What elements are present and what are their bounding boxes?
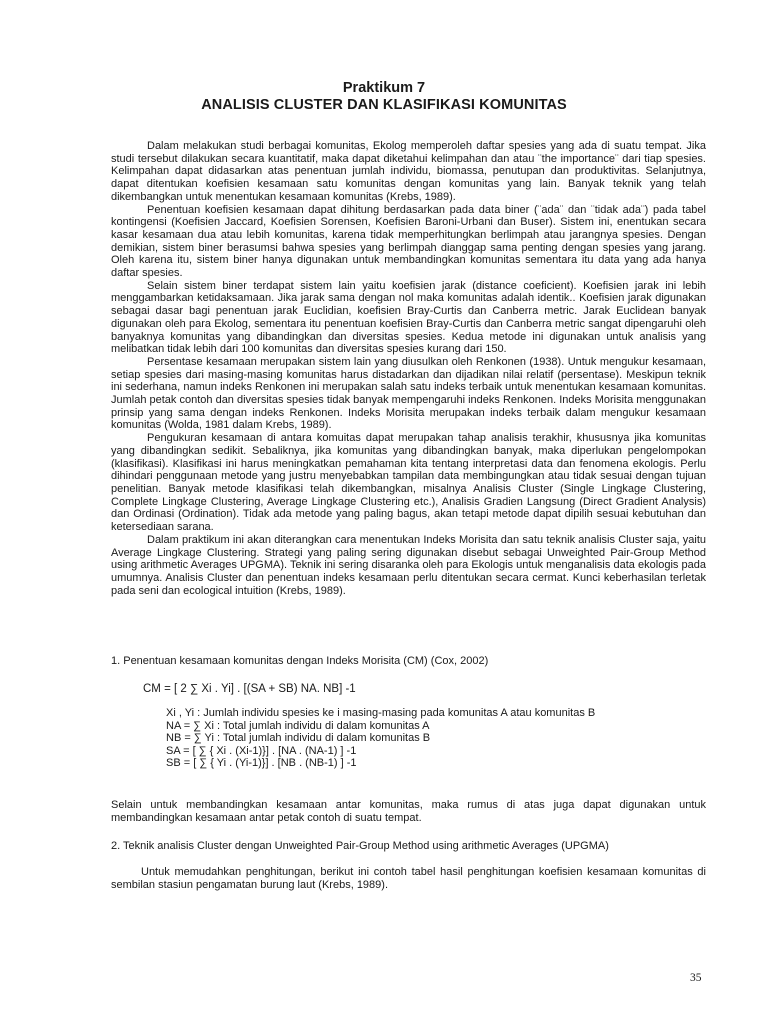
paragraph-2: Penentuan koefisien kesamaan dapat dihitung berdasarkan pada data biner (¨ada¨ dan ¨tidak ada¨) pada tabel kontingensi (Koefisien Jaccard, Koefisien Sorensen, Koefisien Baroni-Urbani dan Buser). Sistem ini, enentukan secara kasar kesamaan dua atau lebih komunitas, karena tidak memperhitungkan berlimpah atau jarangnya spesies. Dengan demikian, sistem biner berasumsi bahwa spesies yang berlimpah dianggap sama penting dengan spesies yang jarang. Oleh karena itu, sistem biner hanya digunakan untuk membandingkan komunitas sementara itu data yang ada hanya daftar spesies. (111, 203, 706, 280)
closing-paragraph: Untuk memudahkan penghitungan, berikut ini contoh tabel hasil penghitungan koefisien kesamaan komunitas di sembilan stasiun pengamatan burung laut (Krebs, 1989). (111, 866, 706, 891)
definition-sb: SB = [ ∑ { Yi . (Yi-1)}] . [NB . (NB-1) ] -1 (166, 757, 357, 770)
paragraph-4: Persentase kesamaan merupakan sistem lain yang diusulkan oleh Renkonen (1938). Untuk mengukur kesamaan, setiap spesies dari masing-masing komunitas harus distadarkan dan dijadikan nilai relatif (persentase). Meskipun teknik ini sederhana, namun indeks Renkonen ini merupakan salah satu indeks terbaik untuk menentukan kesamaan komunitas. Jumlah petak contoh dan diversitas spesies tidak banyak mempengaruhi indeks Renkonen. Indeks Morisita menggunakan prinsip yang sama dengan indeks Renkonen. Indeks Morisita merupakan indeks terbaik dalam mengukur kesamaan komunitas (Wolda, 1981 dalam Krebs, 1989). (111, 355, 706, 432)
definition-na: NA = ∑ Xi : Total jumlah individu di dalam komunitas A (166, 719, 430, 732)
definition-sa: SA = [ ∑ { Xi . (Xi-1)}] . [NA . (NA-1) ] -1 (166, 744, 357, 757)
paragraph-1: Dalam melakukan studi berbagai komunitas, Ekolog memperoleh daftar spesies yang ada di suatu tempat. Jika studi tersebut dilakukan secara kuantitatif, maka dapat diketahui kelimpahan dan atau ¨the importance¨ dari tiap spesies. Kelimpahan dapat didasarkan atas penentuan jumlah individu, biomassa, penutupan dan produktivitas. Selanjutnya, dapat ditentukan koefisien kesamaan satu komunitas dengan komunitas yang lain. Banyak teknik yang telah dikembangkan untuk menentukan kesamaan komunitas (Krebs, 1989). (111, 140, 706, 203)
morisita-formula: CM = [ 2 ∑ Xi . Yi] . [(SA + SB) NA. NB] -1 (143, 683, 356, 695)
definition-xy: Xi , Yi : Jumlah individu spesies ke i masing-masing pada komunitas A atau komunitas B (166, 707, 596, 719)
page-title: Praktikum 7 (342, 80, 426, 96)
page-number: 35 (690, 972, 702, 984)
page-subtitle: ANALISIS CLUSTER DAN KLASIFIKASI KOMUNITAS (201, 97, 567, 113)
paragraph-3: Selain sistem biner terdapat sistem lain yaitu koefisien jarak (distance coeficient). Koefisien jarak ini lebih menggambarkan ketidaksamaan. Jika jarak sama dengan nol maka komunitas adalah identik.. Koefisien jarak digunakan sebagai dasar bagi penentuan jarak Euclidian, koefisien Bray-Curtis dan Canberra metric. Jarak Euclidean banyak digunakan oleh para Ekolog, sementara itu penentuan koefisien Bray-Curtis dan Canberra metric sangat dipengaruhi oleh banyaknya komunitas yang dibandingkan dan diversitas spesies. Kedua metode ini digunakan untuk analisis yang melibatkan tidak lebih dari 100 komunitas dan diversitas spesies kurang dari 150. (111, 279, 706, 356)
section-2-heading: 2. Teknik analisis Cluster dengan Unweighted Pair-Group Method using arithmetic Averages (UPGMA) (111, 840, 609, 852)
body-text (111, 140, 706, 597)
paragraph-5: Pengukuran kesamaan di antara komuitas dapat merupakan tahap analisis terakhir, khususnya jika komunitas yang dibandingkan sedikit. Sebaliknya, jika komunitas yang dibandingkan banyak, maka diperlukan pengelompokan (klasifikasi). Klasifikasi ini harus meningkatkan pemahaman kita tentang interpretasi data dan fenomena ekologis. Perlu dihindari penggunaan metode yang justru menyebabkan tampilan data membingungkan atau tidak sesuai dengan tujuan penelitian. Banyak metode klasifikasi telah dikembangkan, misalnya Analisis Cluster (Single Lingkage Clustering, Complete Lingkage Clustering, Average Lingkage Clustering etc.), Analisis Gradien Langsung (Direct Gradient Analysis) dan Ordinasi (Ordination). Tidak ada metode yang paling bagus, akan tetapi metode dapat dipilih sesuai kebutuhan dan ketersediaan sarana. (111, 432, 706, 534)
section-1-heading: 1. Penentuan kesamaan komunitas dengan Indeks Morisita (CM) (Cox, 2002) (111, 655, 489, 667)
definition-nb: NB = ∑ Yi : Total jumlah individu di dalam komunitas B (166, 732, 431, 745)
formula-definitions (166, 707, 595, 770)
paragraph-6: Dalam praktikum ini akan diterangkan cara menentukan Indeks Morisita dan satu teknik analisis Cluster saja, yaitu Average Lingkage Clustering. Strategi yang paling sering digunakan disebut sebagai Unweighted Pair-Group Method using arithmetic Averages UPGMA). Teknik ini sering disaranka oleh para Ekologis untuk menganalisis data ekologis pada umumnya. Analisis Cluster dan penentuan indeks kesamaan perlu ditentukan secara cermat. Kunci keberhasilan terletak pada seni dan ecological intuition (Krebs, 1989). (111, 533, 706, 597)
formula-note: Selain untuk membandingkan kesamaan antar komunitas, maka rumus di atas juga dapat digunakan untuk membandingkan kesamaan antar petak contoh di suatu tempat. (111, 799, 706, 824)
